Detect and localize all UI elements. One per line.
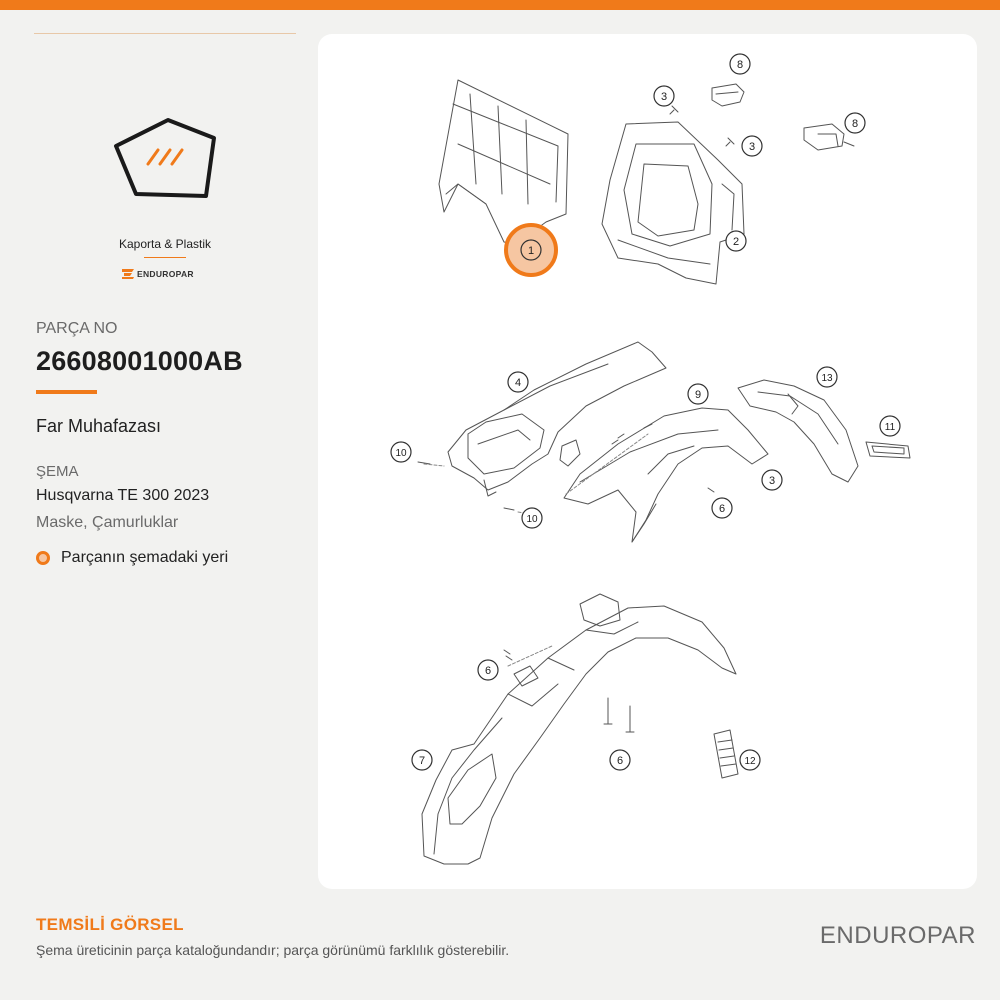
part-2-headlight-frame-drawing (602, 122, 744, 284)
callout-number: 8 (736, 59, 744, 71)
schema-label: ŞEMA (36, 463, 79, 480)
callout-6[interactable] (610, 750, 630, 770)
callout-3[interactable] (742, 136, 762, 156)
callout-number: 10 (395, 448, 407, 459)
part-12-foam-pad-drawing (714, 730, 738, 778)
brand-mark-text: ENDUROPAR (137, 269, 194, 279)
part-7-front-fender-drawing (422, 594, 736, 864)
schema-model: Husqvarna TE 300 2023 (36, 487, 210, 504)
part-number-underline (36, 390, 97, 394)
footer-note: Şema üreticinin parça kataloğundandır; parça görünümü farklılık gösterebilir. (36, 942, 510, 958)
callout-3[interactable] (654, 86, 674, 106)
callout-number: 6 (718, 503, 726, 515)
callout-3[interactable] (762, 470, 782, 490)
callout-number: 10 (526, 514, 538, 525)
callout-number: 3 (768, 475, 776, 487)
callout-11[interactable] (880, 416, 900, 436)
callout-number: 13 (821, 373, 833, 384)
callout-number: 3 (660, 91, 668, 103)
footer-title: TEMSİLİ GÖRSEL (36, 915, 184, 934)
top-divider (34, 33, 296, 34)
part-number: 26608001000AB (36, 346, 243, 376)
callout-number: 2 (732, 236, 740, 248)
part-1-headlight-mask-drawing (439, 80, 568, 244)
top-accent-bar (0, 0, 1000, 10)
parts-diagram (318, 34, 977, 889)
callout-10[interactable] (522, 508, 542, 528)
schema-group: Maske, Çamurluklar (36, 514, 179, 531)
brand-mark (122, 268, 194, 280)
callout-8[interactable] (845, 113, 865, 133)
callout-6[interactable] (478, 660, 498, 680)
callout-10[interactable] (391, 442, 411, 462)
callout-number: 7 (418, 755, 426, 767)
part-11-reflector-drawing (866, 442, 910, 458)
callout-4[interactable] (508, 372, 528, 392)
callout-9[interactable] (688, 384, 708, 404)
callout-layer (391, 54, 900, 770)
diagram-panel (318, 34, 977, 889)
callout-12[interactable] (740, 750, 760, 770)
callout-number: 3 (748, 141, 756, 153)
callout-number: 8 (851, 118, 859, 130)
callout-7[interactable] (412, 750, 432, 770)
callout-number: 11 (884, 422, 896, 433)
part-number-label: PARÇA NO (36, 320, 118, 337)
legend (36, 549, 228, 567)
callout-number: 4 (514, 377, 522, 389)
callout-2[interactable] (726, 231, 746, 251)
part-name: Far Muhafazası (36, 416, 162, 436)
callout-number: 6 (616, 755, 624, 767)
brand-logo-icon (122, 269, 134, 279)
callout-number: 6 (484, 665, 492, 677)
body-panel-logo-icon (110, 116, 220, 200)
callout-number: 12 (744, 756, 756, 767)
callout-number: 9 (694, 389, 702, 401)
legend-marker-icon (36, 551, 50, 565)
callout-6[interactable] (712, 498, 732, 518)
part-10-screws-drawing (418, 462, 514, 510)
callout-13[interactable] (817, 367, 837, 387)
category-label: Kaporta & Plastik (118, 237, 212, 251)
part-13-number-plate-holder-drawing (738, 380, 858, 482)
category-card (34, 100, 296, 290)
callout-number: 1 (527, 245, 535, 257)
part-9-rear-fender-drawing (564, 408, 768, 542)
callout-1-highlighted[interactable] (506, 225, 556, 275)
footer-brand: ENDUROPAR (819, 922, 976, 949)
callout-8[interactable] (730, 54, 750, 74)
legend-text: Parçanın şemadaki yeri (61, 549, 229, 566)
category-underline (144, 257, 186, 258)
part-4-seat-drawing (448, 342, 666, 496)
